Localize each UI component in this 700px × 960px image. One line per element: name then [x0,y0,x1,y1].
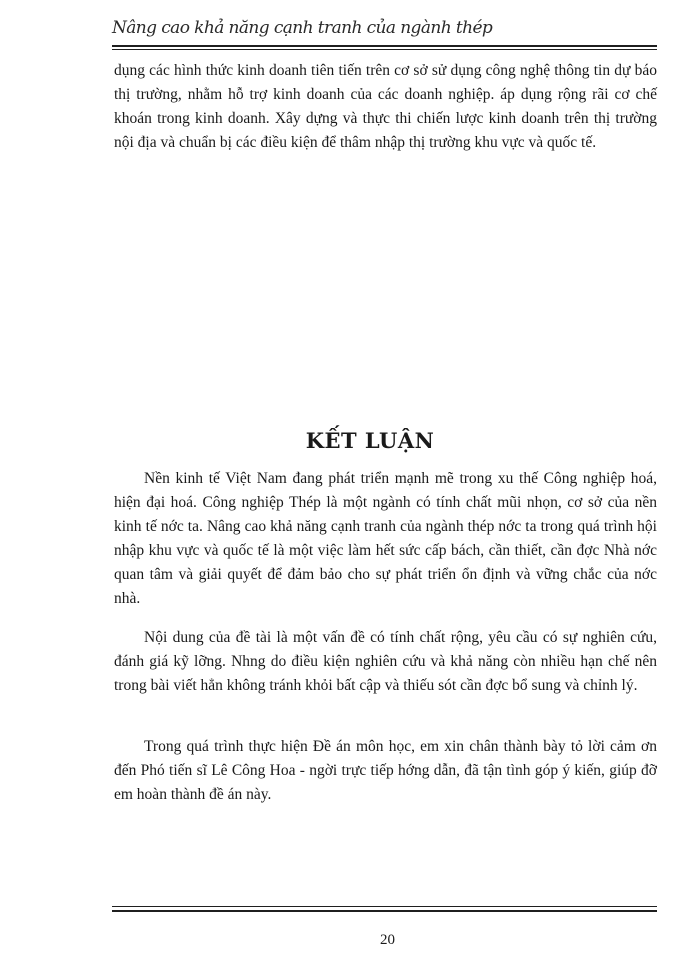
conclusion-paragraph-2: Nội dung của đề tài là một vấn đề có tính chất rộng, yêu cầu có sự nghiên cứu, đánh giá kỹ lỡng. Nhng do điều kiện nghiên cứu và khả năng còn nhiều hạn chế nên trong bài viết hẳn không tránh khỏi bất cập và thiếu sót cần đợc bổ sung và chỉnh lý. [114,629,657,694]
conclusion-paragraph-3: Trong quá trình thực hiện Đề án môn học, em xin chân thành bày tỏ lời cảm ơn đến Phó tiến sĩ Lê Công Hoa - ngời trực tiếp hớng dẫn, đã tận tình góp ý kiến, giúp đỡ em hoàn thành đề án này. [114,738,657,803]
conclusion-paragraph-1: Nền kinh tế Việt Nam đang phát triển mạnh mẽ trong xu thế Công nghiệp hoá, hiện đại hoá. Công nghiệp Thép là một ngành có tính chất mũi nhọn, cơ sở của nền kinh tế nớc ta. Nâng cao khả năng cạnh tranh của ngành thép nớc ta trong quá trình hội nhập khu vực và quốc tế là một việc làm hết sức cấp bách, cần thiết, cần đợc Nhà nớc quan tâm và giải quyết để đảm bảo cho sự phát triển ổn định và vững chắc của nớc nhà. [114,470,657,607]
running-header-title: Nâng cao khả năng cạnh tranh của ngành thép [112,18,493,38]
section-title: KẾT LUẬN [305,428,435,453]
running-header [112,12,672,46]
continued-paragraph: dụng các hình thức kinh doanh tiên tiến trên cơ sở sử dụng công nghệ thông tin dự báo thị trường, nhằm hỗ trợ kinh doanh của các doanh nghiệp. áp dụng rộng rãi cơ chế khoán trong kinh doanh. Xây dựng và thực thi chiến lược kinh doanh trên thị trường nội địa và chuẩn bị các điều kiện để thâm nhập thị trường khu vực và quốc tế. [114,62,657,151]
footer-rule-thin [112,906,657,907]
header-rule-thick [112,45,657,47]
footer-rule-thick [112,910,657,912]
page-number: 20 [380,932,395,948]
header-rule-thin [112,49,657,50]
